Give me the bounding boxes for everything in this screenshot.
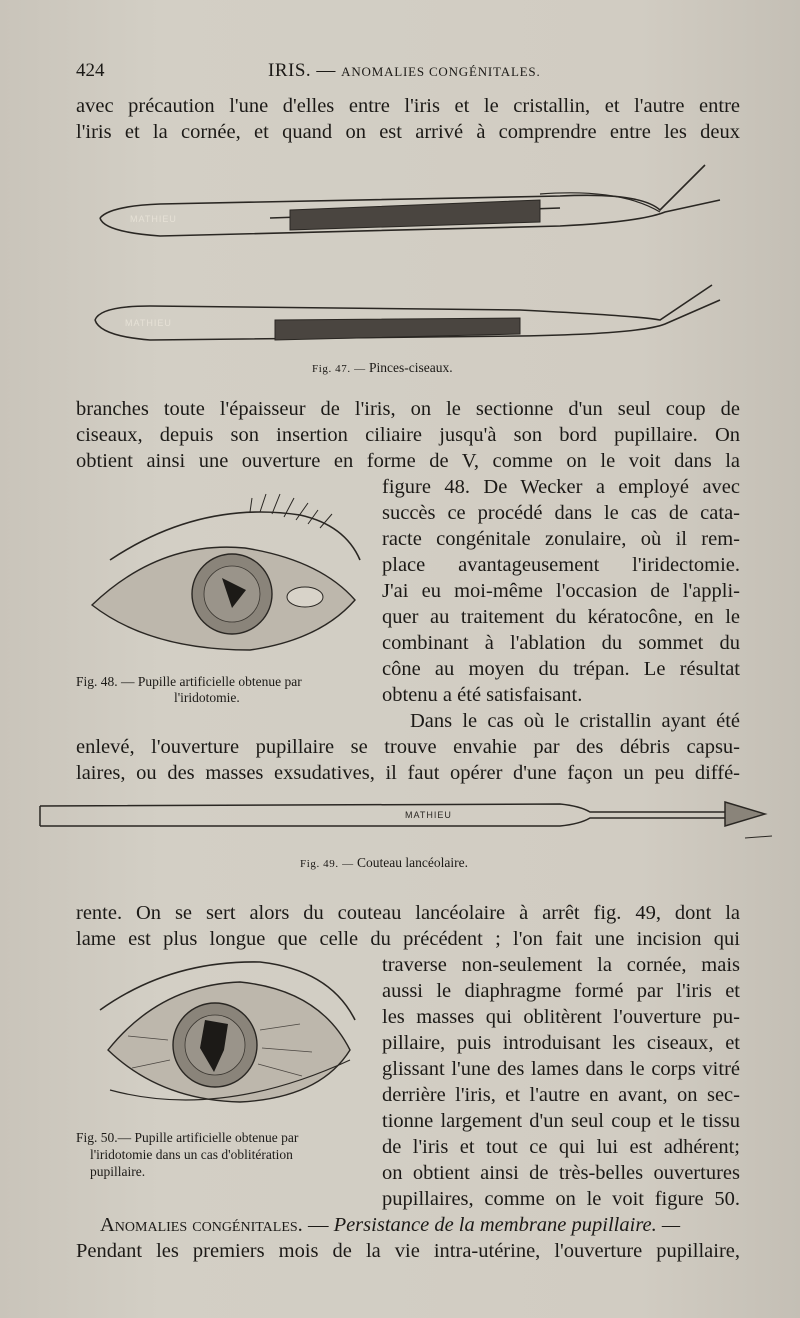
text-line: l'iris et la cornée, et quand on est arrivé à comprendre entre les deux (76, 121, 740, 143)
engraving-knife: MATHIEU (405, 810, 452, 820)
text-line: racte congénitale zonulaire, où il rem- (382, 528, 740, 550)
text-line: quer au traitement du kératocône, en le (382, 606, 740, 628)
text-line: aussi le diaphragme formé par l'iris et (382, 980, 740, 1002)
text-line: obtenu a été satisfaisant. (382, 684, 583, 706)
text-line: figure 48. De Wecker a employé avec (382, 476, 740, 498)
text-line: rente. On se sert alors du couteau lancéolaire à arrêt fig. 49, dont la (76, 902, 740, 924)
text-line: J'ai eu moi-même l'occasion de l'appli- (382, 580, 740, 602)
figure-47-caption: Fig. 47. — Pinces-ciseaux. (312, 360, 453, 375)
text-line: succès ce procédé dans le cas de cata- (382, 502, 740, 524)
figure-50-caption-line2: l'iridotomie dans un cas d'oblitération (90, 1147, 293, 1162)
section-subheading: Persistance de la membrane pupillaire. — (333, 1214, 681, 1236)
text-line: laires, ou des masses exsudatives, il faut opérer d'une façon un peu diffé- (76, 762, 740, 784)
page-number: 424 (76, 60, 105, 81)
text-line: Dans le cas où le cristallin ayant été (410, 710, 740, 732)
text-line: pupillaires, comme on le voit figure 50. (382, 1188, 740, 1210)
text-line: place avantageusement l'iridectomie. (382, 554, 740, 576)
figure-50-caption-line1: Fig. 50.— Pupille artificielle obtenue par (76, 1130, 299, 1145)
figure-48-caption-line1: Fig. 48. — Pupille artificielle obtenue par (76, 674, 302, 689)
section-heading: Anomalies congénitales. (100, 1214, 303, 1236)
text-line: lame est plus longue que celle du précédent ; l'on fait une incision qui (76, 928, 740, 950)
text-line: pillaire, puis introduisant les ciseaux, et (382, 1032, 740, 1054)
text-line: ciseaux, depuis son insertion ciliaire jusqu'à son bord pupillaire. On (76, 424, 740, 446)
engraving-bottom: MATHIEU (125, 318, 172, 328)
text-line: traverse non-seulement la cornée, mais (382, 954, 740, 976)
text-line: de l'iris et tout ce qui lui est adhérent; (382, 1136, 740, 1158)
section-heading-line: Anomalies congénitales. — Persistance de la membrane pupillaire. — (100, 1214, 681, 1236)
figure-48-caption-line2: l'iridotomie. (174, 690, 240, 705)
text-line: cône au moyen du trépan. Le résultat (382, 658, 740, 680)
figure-49-caption: Fig. 49. — Couteau lancéolaire. (300, 855, 468, 870)
text-line: on obtient ainsi de très-belles ouvertures (382, 1162, 740, 1184)
text-line: obtient ainsi une ouverture en forme de V, comme on le voit dans la (76, 450, 740, 472)
text-line: enlevé, l'ouverture pupillaire se trouve envahie par des débris capsu- (76, 736, 740, 758)
text-line: combinant à l'ablation du sommet du (382, 632, 740, 654)
text-line: glissant l'une des lames dans le corps vitré (382, 1058, 740, 1080)
figure-50-caption-line3: pupillaire. (90, 1164, 146, 1179)
text-line: avec précaution l'une d'elles entre l'iris et le cristallin, et l'autre entre (76, 95, 740, 117)
running-title-main: IRIS. — (268, 60, 342, 81)
text-line: derrière l'iris, et l'autre en avant, on sec- (382, 1084, 740, 1106)
text-line: les masses qui oblitèrent l'ouverture pu- (382, 1006, 740, 1028)
text-line: tionne largement d'un seul coup et le tissu (382, 1110, 740, 1132)
engraving-top: MATHIEU (130, 214, 177, 224)
text-line: branches toute l'épaisseur de l'iris, on le sectionne d'un seul coup de (76, 398, 740, 420)
running-title-small: ANOMALIES CONGÉNITALES. (341, 64, 541, 79)
text-line: Pendant les premiers mois de la vie intra-utérine, l'ouverture pupillaire, (76, 1240, 740, 1262)
